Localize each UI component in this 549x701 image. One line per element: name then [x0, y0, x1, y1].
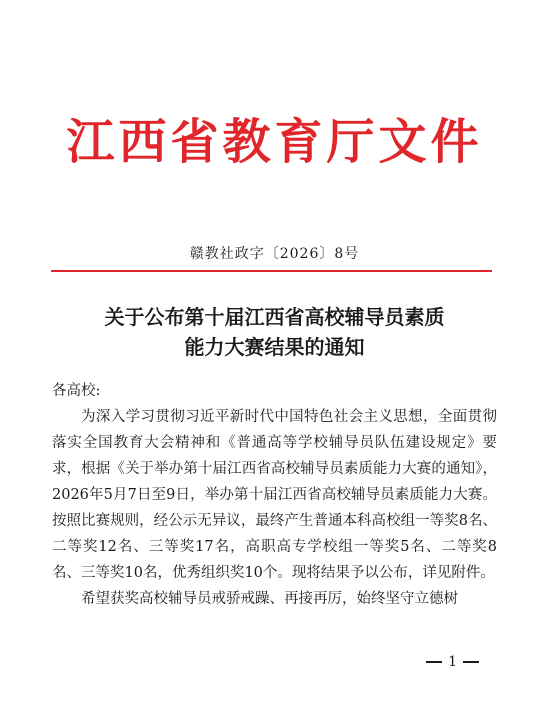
document-number: 赣教社政字〔2026〕8号 [189, 246, 360, 262]
page-number-right-dash [463, 661, 479, 663]
notice-title-line-2: 能力大赛结果的通知 [184, 335, 365, 359]
notice-title [0, 302, 549, 362]
paragraph-2: 希望获奖高校辅导员戒骄戒躁、再接再厉，始终坚守立德树 [81, 591, 458, 607]
page-number-left-dash [426, 661, 442, 663]
page-number-value: 1 [448, 654, 457, 670]
red-divider-line [51, 270, 492, 272]
paragraphs [52, 404, 497, 612]
page-number [426, 652, 479, 672]
salutation: 各高校: [52, 383, 101, 399]
paragraph-1: 为深入学习贯彻习近平新时代中国特色社会主义思想，全面贯彻落实全国教育大会精神和《普通高等学校辅导员队伍建设规定》要求，根据《关于举办第十届江西省高校辅导员素质能力大赛的通知》，2026年5月7日至9日，举办第十届江西省高校辅导员素质能力大赛。按照比赛规则，经公示无异议，最终产生普通本科高校组一等奖8名、二等奖12名、三等奖17名，高职高专学校组一等奖5名、二等奖8名、三等奖10名，优秀组织奖10个。现将结果予以公布，详见附件。 [52, 409, 497, 581]
masthead-title: 江西省教育厅文件 [66, 114, 483, 170]
notice-title-line-1: 关于公布第十届江西省高校辅导员素质 [104, 305, 445, 329]
notice-body [52, 378, 497, 612]
